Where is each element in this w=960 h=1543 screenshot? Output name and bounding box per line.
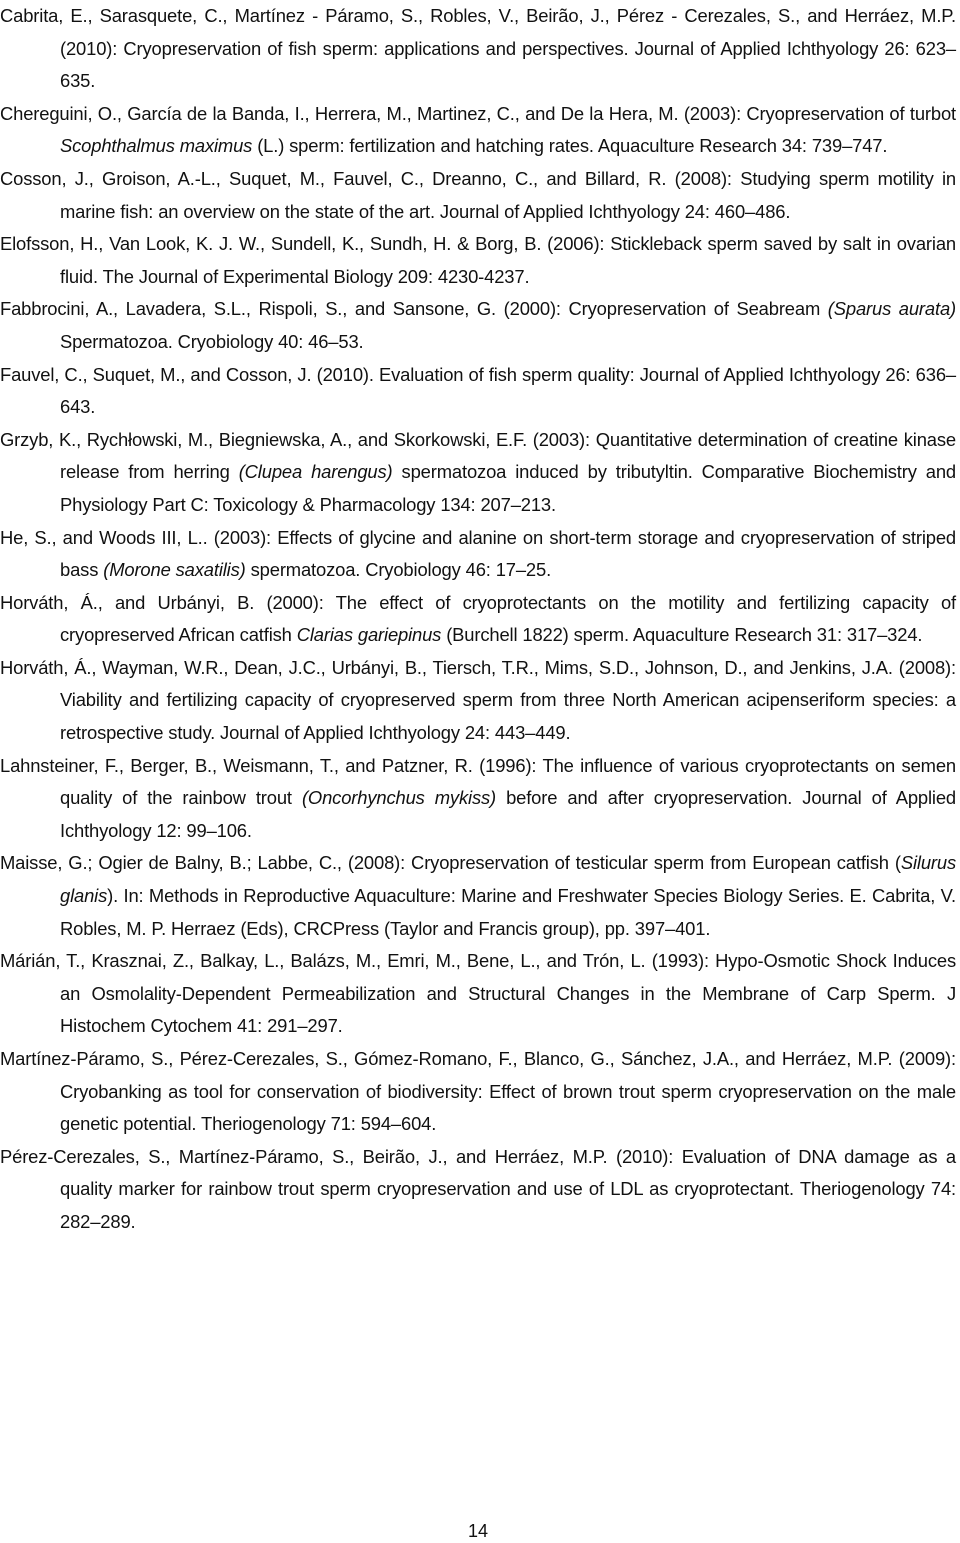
reference-species-name: (Oncorhynchus mykiss) bbox=[301, 787, 497, 809]
reference-entry bbox=[0, 424, 956, 522]
reference-entry bbox=[0, 587, 956, 652]
reference-entry bbox=[0, 1043, 956, 1141]
reference-species-name: Scophthalmus maximus bbox=[60, 135, 253, 157]
reference-text: (L.) sperm: fertilization and hatching rates. Aquaculture Research 34: 739–747. bbox=[252, 135, 888, 157]
reference-entry bbox=[0, 1141, 956, 1239]
reference-text: Cosson, J., Groison, A.-L., Suquet, M., Fauvel, C., Dreanno, C., and Billard, R. (2008): Studying sperm motility in marine fish: an overview on the state of the art. Journal of Applied Ichthyology 24: 460–486. bbox=[0, 167, 956, 222]
reference-text: spermatozoa induced by tributyltin. Comparative Biochemistry and Physiology Part C: Toxicology & Pharmacology 134: 207–213. bbox=[60, 461, 957, 515]
reference-text: Horváth, Á., Wayman, W.R., Dean, J.C., Urbányi, B., Tiersch, T.R., Mims, S.D., Johnson, D., and Jenkins, J.A. (2008): Viability and fertilizing capacity of cryopreserved sperm from three North American acipenseriform species: a retrospective study. Journal of Applied Ichthyology 24: 443–449. bbox=[0, 656, 956, 744]
reference-species-name: (Morone saxatilis) bbox=[103, 559, 246, 581]
reference-text: before and after cryopreservation. Journal of Applied Ichthyology 12: 99–106. bbox=[60, 787, 957, 841]
reference-entry bbox=[0, 945, 956, 1043]
reference-species-name: Clarias gariepinus bbox=[296, 624, 442, 646]
reference-entry bbox=[0, 0, 956, 98]
reference-text: Fabbrocini, A., Lavadera, S.L., Rispoli, S., and Sansone, G. (2000): Cryopreservation of Seabream bbox=[0, 298, 828, 320]
reference-entry bbox=[0, 98, 956, 163]
reference-species-name: Silurus glanis bbox=[60, 852, 956, 907]
reference-entry bbox=[0, 522, 956, 587]
reference-text: Grzyb, K., Rychłowski, M., Biegniewska, A., and Skorkowski, E.F. (2003): Quantitative determination of creatine kinase release from herring bbox=[0, 428, 956, 483]
reference-entry bbox=[0, 163, 956, 228]
reference-text: Márián, T., Krasznai, Z., Balkay, L., Balázs, M., Emri, M., Bene, L., and Trón, L. (1993): Hypo-Osmotic Shock Induces an Osmolality-Dependent Permeabilization and Structural Changes in the Membrane of Carp Sperm. J Histochem Cytochem 41: 291–297. bbox=[0, 950, 956, 1037]
reference-entry bbox=[0, 750, 956, 848]
reference-text: Maisse, G.; Ogier de Balny, B.; Labbe, C., (2008): Cryopreservation of testicular sperm from European catfish ( bbox=[0, 852, 901, 874]
reference-text: Lahnsteiner, F., Berger, B., Weismann, T., and Patzner, R. (1996): The influence of various cryoprotectants on semen quality of the rainbow trout bbox=[0, 754, 956, 809]
reference-entry bbox=[0, 359, 956, 424]
reference-text: ). In: Methods in Reproductive Aquaculture: Marine and Freshwater Species Biology Series. E. Cabrita, V. Robles, M. P. Herraez (Eds), CRCPress (Taylor and Francis group), pp. 397–401. bbox=[60, 885, 956, 939]
reference-text: Spermatozoa. Cryobiology 40: 46–53. bbox=[60, 330, 364, 352]
reference-entry bbox=[0, 847, 956, 945]
reference-text: Martínez-Páramo, S., Pérez-Cerezales, S., Gómez-Romano, F., Blanco, G., Sánchez, J.A., and Herráez, M.P. (2009): Cryobanking as tool for conservation of biodiversity: Effect of brown trout sperm cryopreservation on the male genetic potential. Theriogenology 71: 594–604. bbox=[0, 1048, 956, 1135]
reference-entry bbox=[0, 228, 956, 293]
reference-text: Pérez-Cerezales, S., Martínez-Páramo, S., Beirão, J., and Herráez, M.P. (2010): Evaluation of DNA damage as a quality marker for rainbow trout sperm cryopreservation and use of LDL as cryoprotectant. Theriogenology 74: 282–289. bbox=[0, 1145, 956, 1232]
page-number: 14 bbox=[467, 1521, 489, 1541]
reference-text: spermatozoa. Cryobiology 46: 17–25. bbox=[245, 559, 552, 581]
reference-text: Elofsson, H., Van Look, K. J. W., Sundell, K., Sundh, H. & Borg, B. (2006): Stickleback sperm saved by salt in ovarian fluid. The Journal of Experimental Biology 209: 4230-4237. bbox=[0, 233, 956, 287]
reference-species-name: (Clupea harengus) bbox=[238, 461, 393, 483]
reference-text: He, S., and Woods III, L.. (2003): Effects of glycine and alanine on short-term storage and cryopreservation of striped bass bbox=[0, 526, 956, 581]
reference-species-name: (Sparus aurata) bbox=[827, 298, 956, 320]
reference-text: Chereguini, O., García de la Banda, I., Herrera, M., Martinez, C., and De la Hera, M. (2003): Cryopreservation of turbot bbox=[0, 102, 956, 124]
reference-entry bbox=[0, 293, 956, 358]
reference-text: Cabrita, E., Sarasquete, C., Martínez - Páramo, S., Robles, V., Beirão, J., Pérez - Cerezales, S., and Herráez, M.P. (2010): Cryopreservation of fish sperm: applications and perspectives. Journal of Applied Ichthyology 26: 623–635. bbox=[0, 5, 956, 92]
reference-entry bbox=[0, 652, 956, 750]
reference-text: Fauvel, C., Suquet, M., and Cosson, J. (2010). Evaluation of fish sperm quality: Journal of Applied Ichthyology 26: 636–643. bbox=[0, 363, 956, 418]
reference-text: (Burchell 1822) sperm. Aquaculture Research 31: 317–324. bbox=[441, 624, 923, 646]
reference-text: Horváth, Á., and Urbányi, B. (2000): The effect of cryoprotectants on the motility and fertilizing capacity of cryopreserved African catfish bbox=[0, 591, 956, 646]
